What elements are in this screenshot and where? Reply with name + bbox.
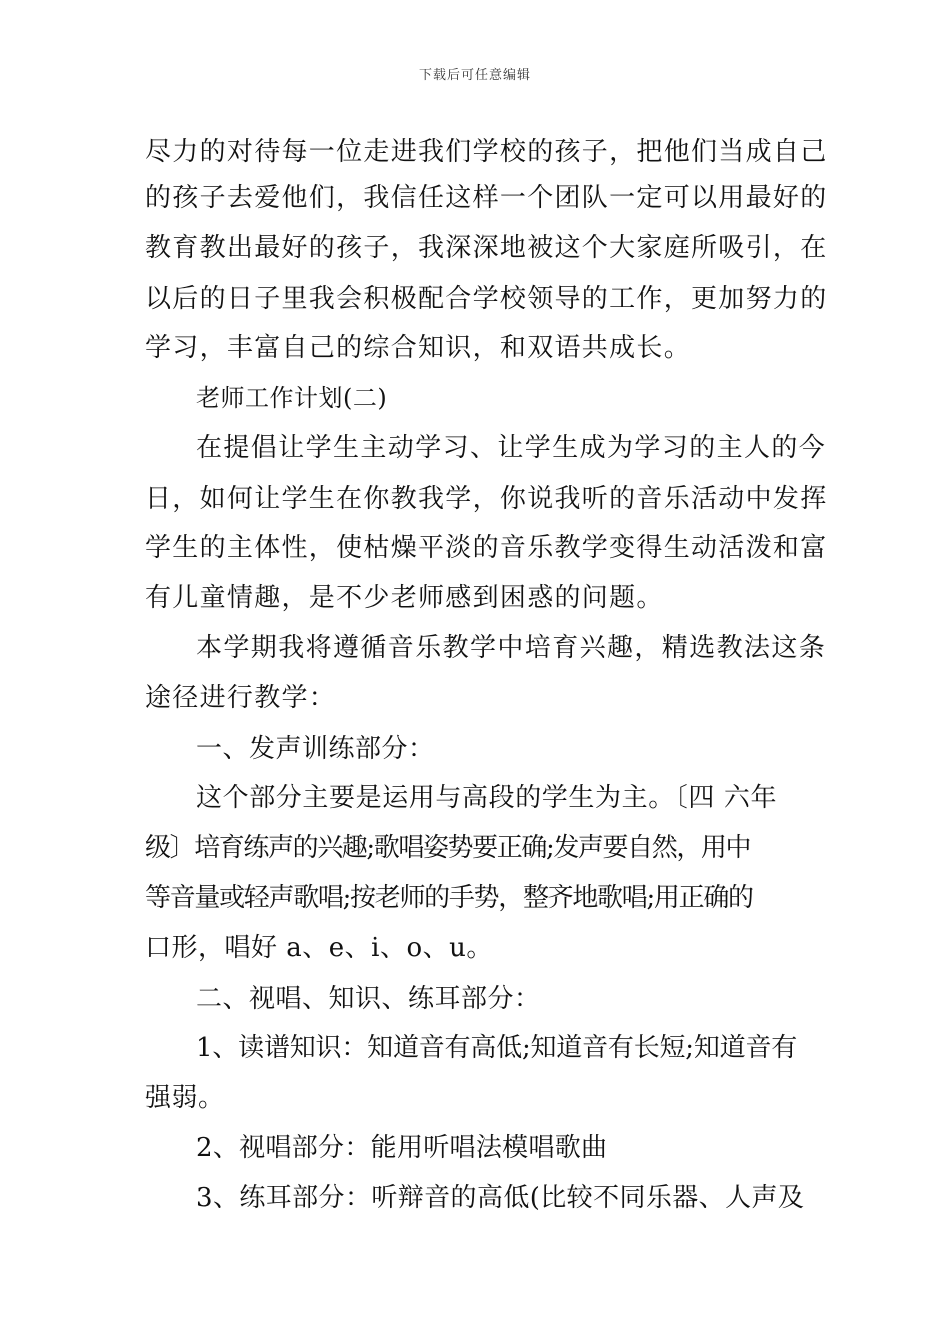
text-line: 2、视唱部分：能用听唱法模唱歌曲 — [196, 1133, 608, 1163]
text-line: 日，如何让学生在你教我学，你说我听的音乐活动中发挥 — [145, 484, 828, 514]
text-line: 1、读谱知识：知道音有高低;知道音有长短;知道音有 — [196, 1033, 798, 1063]
text-line: 的孩子去爱他们，我信任这样一个团队一定可以用最好的 — [145, 183, 828, 213]
text-line: 等音量或轻声歌唱;按老师的手势，整齐地歌唱;用正确的 — [145, 883, 753, 913]
text-line: 尽力的对待每一位走进我们学校的孩子，把他们当成自己 — [145, 137, 828, 167]
text-line: 教育教出最好的孩子，我深深地被这个大家庭所吸引，在 — [145, 233, 828, 263]
section-heading: 一、发声训练部分： — [196, 734, 435, 764]
text-line: 3、练耳部分：听辩音的高低(比较不同乐器、人声及 — [196, 1183, 805, 1213]
text-line: 途径进行教学： — [145, 683, 337, 713]
text-line: 本学期我将遵循音乐教学中培育兴趣，精选教法这条 — [196, 633, 827, 663]
text-line: 这个部分主要是运用与高段的学生为主。〔四 六年 — [196, 783, 778, 813]
text-line: 学生的主体性，使枯燥平淡的音乐教学变得生动活泼和富 — [145, 533, 828, 563]
section-heading: 二、视唱、知识、练耳部分： — [196, 984, 541, 1014]
text-line: 有儿童情趣，是不少老师感到困惑的问题。 — [145, 583, 664, 613]
text-line: 在提倡让学生主动学习、让学生成为学习的主人的今 — [196, 433, 827, 463]
text-line: 以后的日子里我会积极配合学校领导的工作，更加努力的 — [145, 284, 828, 314]
text-line: 强弱。 — [145, 1083, 225, 1113]
text-line: 学习，丰富自己的综合知识，和双语共成长。 — [145, 333, 692, 363]
page-header: 下载后可任意编辑 — [418, 68, 531, 83]
text-line: 口形，唱好 a、e、i、o、u。 — [145, 933, 493, 963]
text-line: 级〕培育练声的兴趣;歌唱姿势要正确;发声要自然，用中 — [145, 833, 751, 863]
section-heading: 老师工作计划(二) — [196, 384, 388, 412]
